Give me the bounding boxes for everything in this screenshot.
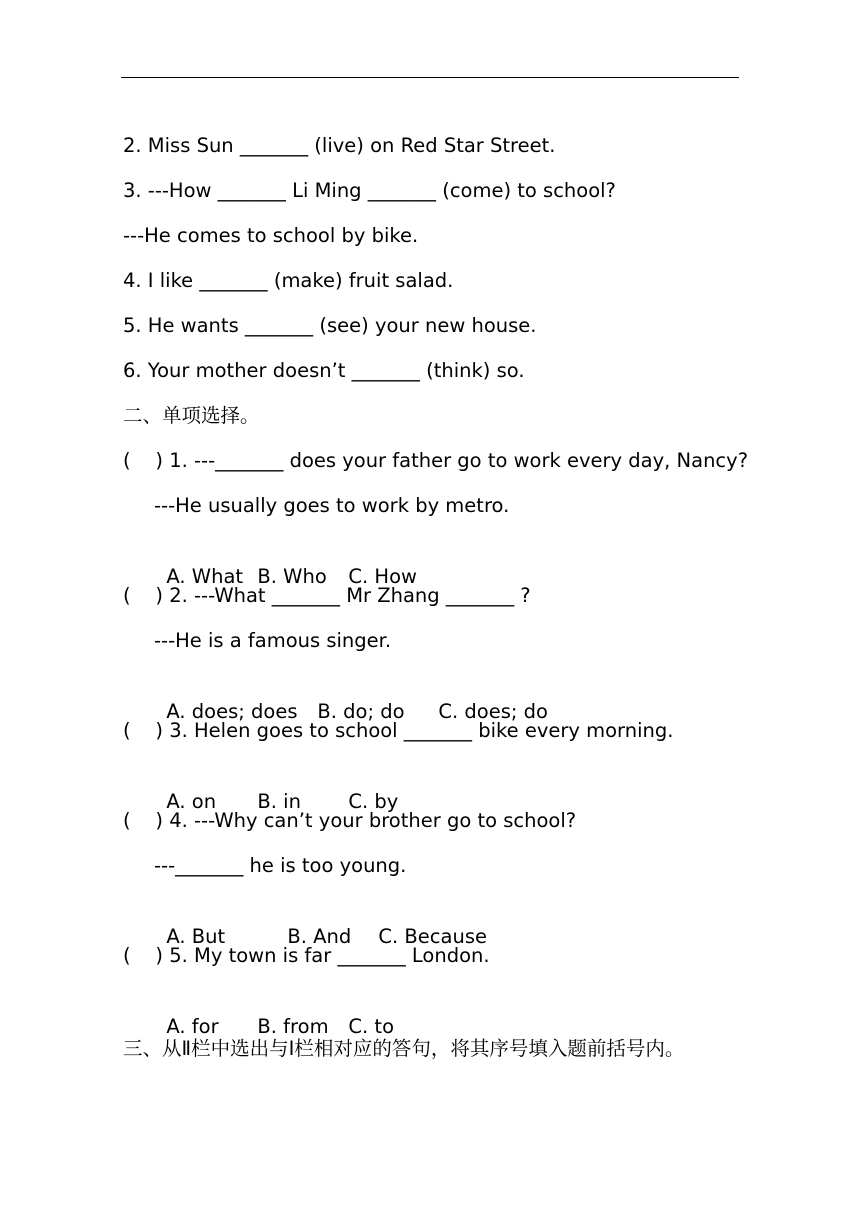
option-a: A. on: [166, 790, 217, 813]
option-a: A. does; does: [166, 700, 298, 723]
fill-in-item-2: 2. Miss Sun _______ (live) on Red Star Street.: [123, 134, 556, 157]
option-b: B. do; do: [317, 700, 405, 723]
question-5-stem: ( ) 5. My town is far _______ London.: [123, 944, 490, 967]
question-1-reply: ---He usually goes to work by metro.: [154, 494, 510, 517]
fill-in-item-4: 4. I like _______ (make) fruit salad.: [123, 269, 454, 292]
option-b: B. in: [257, 790, 301, 813]
option-b: B. Who: [257, 565, 327, 588]
option-c: C. by: [348, 790, 399, 813]
option-c: C. Because: [378, 925, 487, 948]
option-b: B. from: [257, 1015, 329, 1038]
option-a: A. for: [166, 1015, 219, 1038]
option-a: A. But: [166, 925, 226, 948]
fill-in-item-5: 5. He wants _______ (see) your new house.: [123, 314, 537, 337]
option-c: C. How: [348, 565, 417, 588]
question-2-stem: ( ) 2. ---What _______ Mr Zhang _______ ?: [123, 584, 531, 607]
header-rule: [121, 77, 739, 78]
section-heading-multiple-choice: 二、单项选择。: [123, 404, 260, 427]
question-2-reply: ---He is a famous singer.: [154, 629, 392, 652]
section-heading-matching: 三、从Ⅱ栏中选出与Ⅰ栏相对应的答句，将其序号填入题前括号内。: [123, 1037, 685, 1060]
fill-in-item-3-reply: ---He comes to school by bike.: [123, 224, 419, 247]
question-3-stem: ( ) 3. Helen goes to school _______ bike every morning.: [123, 719, 674, 742]
question-4-stem: ( ) 4. ---Why can’t your brother go to school?: [123, 809, 577, 832]
fill-in-item-3: 3. ---How _______ Li Ming _______ (come) to school?: [123, 179, 616, 202]
question-4-reply: ---_______ he is too young.: [154, 854, 407, 877]
fill-in-item-6: 6. Your mother doesn’t _______ (think) so.: [123, 359, 525, 382]
option-c: C. does; do: [438, 700, 548, 723]
option-c: C. to: [348, 1015, 394, 1038]
option-b: B. And: [287, 925, 352, 948]
question-1-stem: ( ) 1. ---_______ does your father go to work every day, Nancy?: [123, 449, 749, 472]
option-a: A. What: [166, 565, 244, 588]
question-5-options: [154, 988, 394, 1040]
